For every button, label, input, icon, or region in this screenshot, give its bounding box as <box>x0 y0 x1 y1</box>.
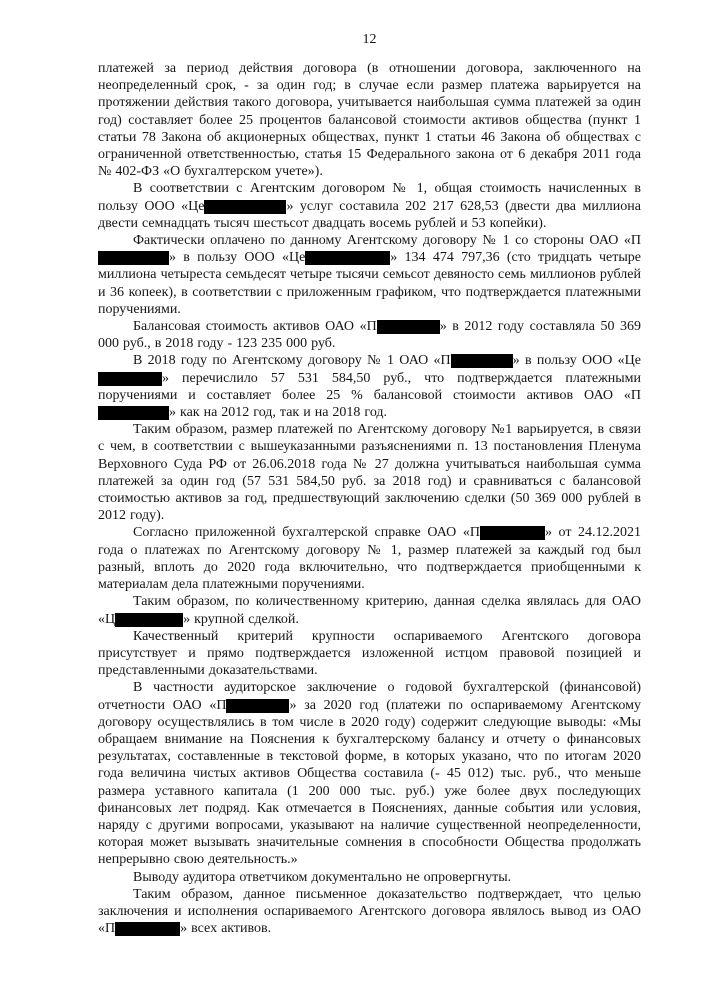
redaction-box <box>98 406 169 420</box>
redaction-box <box>115 613 183 627</box>
redaction-box <box>98 251 169 265</box>
paragraph: В соответствии с Агентским договором № 1, общая стоимость начисленных в пользу ООО «Це » услуг составила 202 217 628,53 (двести два миллиона двести семнадцать тысяч шестьсот двадцать восемь рублей и 53 копейки). <box>98 181 641 231</box>
redaction-box <box>226 699 289 713</box>
paragraph: Таким образом, данное письменное доказательство подтверждает, что целью заключения и исполнения оспариваемого Агентского договора являлось вывод из ОАО «П » всех активов. <box>98 886 641 937</box>
paragraph: Выводу аудитора ответчиком документально не опровергнуты. <box>133 869 512 885</box>
redaction-box <box>377 320 440 334</box>
redaction-box <box>204 200 286 214</box>
redaction-box <box>115 922 180 936</box>
paragraph: Таким образом, по количественному критерию, данная сделка являлась для ОАО «Ц » крупной сделкой. <box>98 594 641 627</box>
page-number: 12 <box>362 32 377 47</box>
redaction-box <box>451 354 513 368</box>
paragraph: платежей за период действия договора (в отношении договора, заключенного на неопределенный срок, - за один год; в случае если размер платежа варьируется на протяжении действия такого договора, учитывается наибольшая сумма платежей за один год) составляет более 25 процентов балансовой стоимости активов общества (пункт 1 статьи 78 Закона об акционерных обществах, пункт 1 статьи 46 Закона об обществах с ограниченной ответственностью, статья 15 Федерального закона от 6 декабря 2011 года № 402-ФЗ «О бухгалтерском учете»). <box>98 61 641 180</box>
paragraph: Таким образом, размер платежей по Агентскому договору №1 варьируется, в связи с чем, в соответствии с вышеуказанными разъяснениями п. 13 постановления Пленума Верховного Суда РФ от 26.06.2018 года № 27 должна учитываться наибольшая сумма платежей за один год (57 531 584,50 руб. за 2018 год) и сравниваться с балансовой стоимостью активов за год, предшествующий заключению сделки (50 369 000 рублей в 2012 году). <box>98 422 641 524</box>
document-body <box>98 60 641 937</box>
paragraph: Согласно приложенной бухгалтерской справке ОАО «П » от 24.12.2021 года о платежах по Агентскому договору № 1, размер платежей за каждый год был разный, вплоть до 2020 года включительно, что подтверждается приобщенными к материалам дела платежными поручениями. <box>98 525 642 593</box>
paragraph: Качественный критерий крупности оспариваемого Агентского договора присутствует и прямо подтверждается изложенной истцом правовой позицией и представленными доказательствами. <box>98 628 641 679</box>
redaction-box <box>480 526 545 540</box>
paragraph: Балансовая стоимость активов ОАО «П » в 2012 году составляла 50 369 000 руб., в 2018 году - 123 235 000 руб. <box>98 319 641 352</box>
paragraph: В 2018 году по Агентскому договору № 1 ОАО «П » в пользу ООО «Це» перечислило 57 531 584,50 руб., что подтверждается платежными поручениями и составляет более 25 % балансовой стоимости активов ОАО «П» как на 2012 год, так и на 2018 год. <box>98 353 641 421</box>
paragraph: Фактически оплачено по данному Агентскому договору № 1 со стороны ОАО «П» в пользу ООО «Це » 134 474 797,36 (сто тридцать четыре миллиона четыреста семьдесят четыре тысячи семьсот девяносто семь миллионов рублей и 36 копеек), в соответствии с приложенным графиком, что подтверждается платежными поручениями. <box>98 233 641 317</box>
redaction-box <box>98 372 162 386</box>
paragraph: В частности аудиторское заключение о годовой бухгалтерской (финансовой) отчетности ОАО «П » за 2020 год (платежи по оспариваемому Агентскому договору осуществлялись в том числе в 2020 году) содержит следующие выводы: «Мы обращаем внимание на Пояснения к бухгалтерскому балансу и отчету о финансовых результатах, составленные в текстовой форме, в которых указано, что по итогам 2020 года величина чистых активов Общества составила (- 45 012) тыс. руб., что меньше размера уставного капитала (1 200 000 тыс. руб.) уже более двух последующих финансовых лет подряд. Как отмечается в Пояснениях, данные события или условия, наряду с другими вопросами, указывают на наличие существенной неопределенности, которая может вызывать значительные сомнения в способности Общества продолжать непрерывно свою деятельность.» <box>98 680 641 868</box>
redaction-box <box>305 251 390 265</box>
